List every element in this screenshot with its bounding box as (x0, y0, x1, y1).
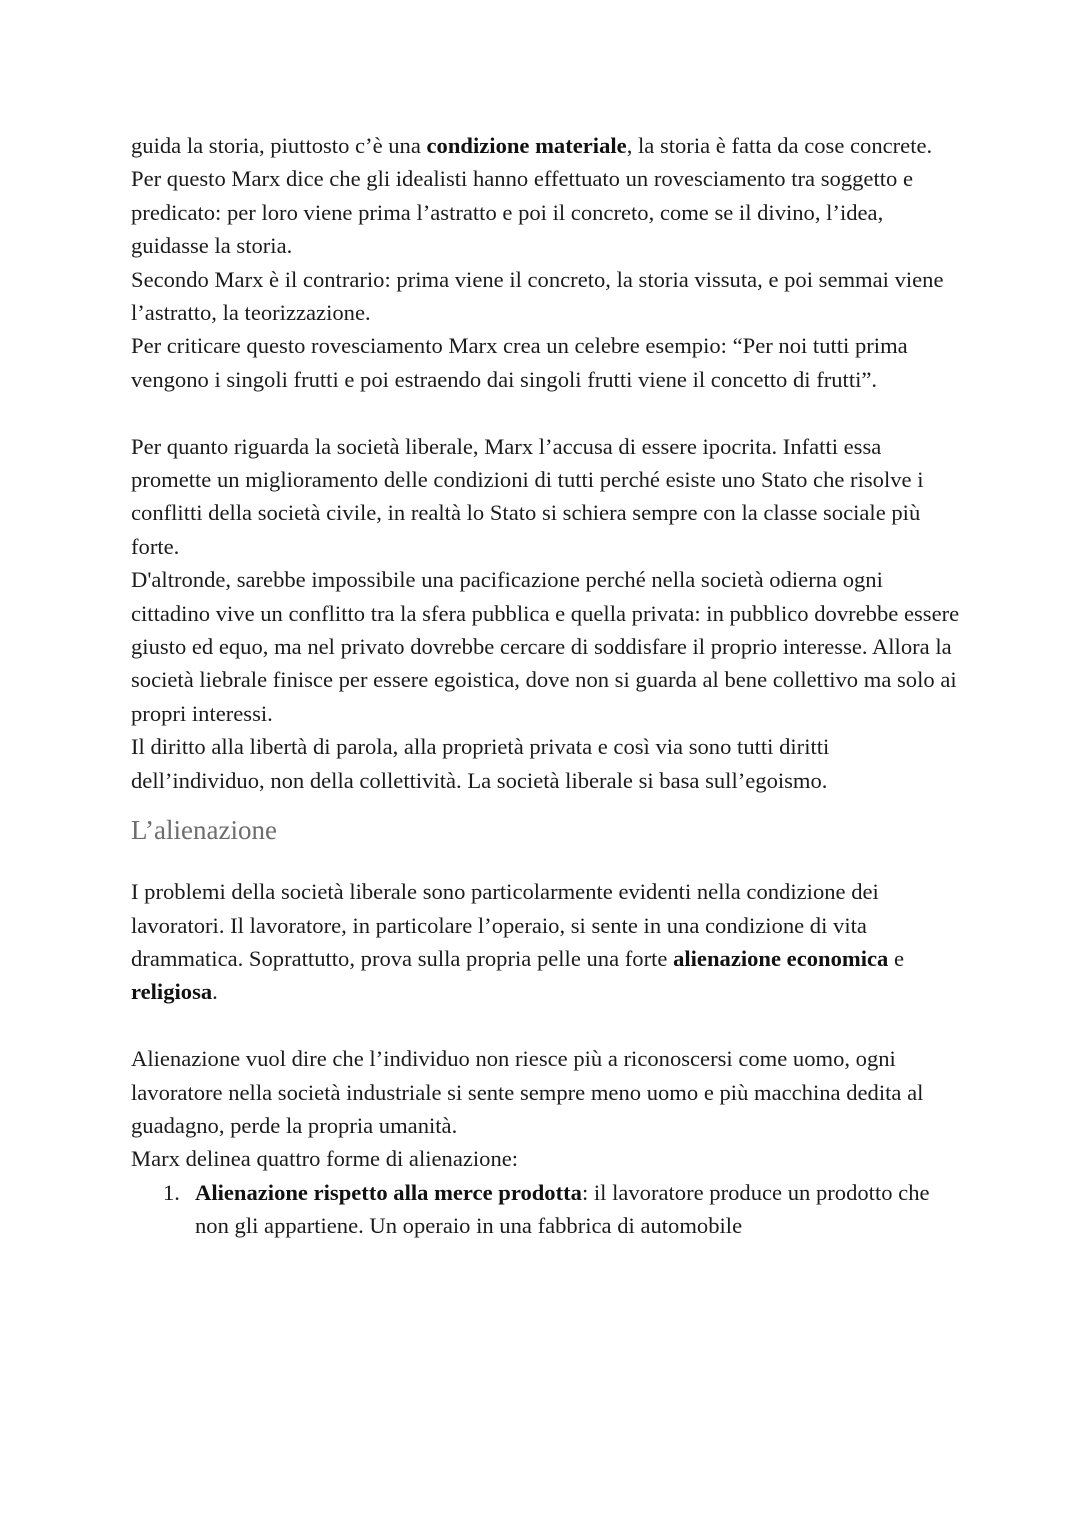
paragraph: Secondo Marx è il contrario: prima viene il concreto, la storia vissuta, e poi semmai viene l’astratto, la teorizzazione. (131, 266, 944, 326)
bold-term: condizione materiale (426, 133, 627, 158)
paragraph: I problemi della società liberale sono particolarmente evidenti nella condizione dei lavoratori. Il lavoratore, in particolare l’operaio, si sente in una condizione di vita drammatica. Soprattutto, prova sulla propria pelle una forte alienazione economica e religiosa. (131, 879, 904, 1005)
paragraph: Marx delinea quattro forme di alienazione: (131, 1146, 519, 1172)
bold-term: religiosa (131, 979, 213, 1005)
paragraph: Il diritto alla libertà di parola, alla proprietà privata e così via sono tutti diritti dell’individuo, non della collettività. La società liberale si basa sull’egoismo. (131, 734, 830, 793)
bold-term: Alienazione rispetto alla merce prodotta (195, 1179, 582, 1205)
document-page (131, 129, 961, 1243)
numbered-list (131, 1176, 961, 1243)
paragraph: D'altronde, sarebbe impossibile una pacificazione perché nella società odierna ogni cittadino vive un conflitto tra la sfera pubblica e quella privata: in pubblico dovrebbe essere giusto ed equo, ma nel privato dovrebbe cercare di soddisfare il proprio interesse. Allora la società liebrale finisce per essere egoistica, dove non si guarda al bene collettivo ma solo ai propri interessi. (131, 567, 960, 726)
list-item: 1. Alienazione rispetto alla merce prodotta: il lavoratore produce un prodotto che non gli appartiene. Un operaio in una fabbrica di automobile (195, 1176, 961, 1243)
paragraph: Alienazione vuol dire che l’individuo non riesce più a riconoscersi come uomo, ogni lavoratore nella società industriale si sente sempre meno uomo e più macchina dedita al guadagno, perde la propria umanità. (131, 1046, 924, 1138)
spacer (131, 1009, 961, 1042)
paragraph: Per questo Marx dice che gli idealisti hanno effettuato un rovesciamento tra soggetto e predicato: per loro viene prima l’astratto e poi il concreto, come se il divino, l’idea, guidasse la storia. (131, 166, 913, 259)
paragraph: Per quanto riguarda la società liberale, Marx l’accusa di essere ipocrita. Infatti essa promette un miglioramento delle condizioni di tutti perché esiste uno Stato che risolve i conflitti della società civile, in realtà lo Stato si schiera sempre con la classe sociale più forte. (131, 433, 924, 559)
list-number: 1. (163, 1179, 180, 1205)
paragraph: Per criticare questo rovesciamento Marx crea un celebre esempio: “Per noi tutti prima vengono i singoli frutti e poi estraendo dai singoli frutti viene il concetto di frutti”. (131, 333, 908, 392)
bold-term: alienazione economica (673, 945, 889, 971)
paragraph: guida la storia, piuttosto c’è una condizione materiale, la storia è fatta da cose concrete. (131, 133, 933, 158)
spacer (131, 396, 961, 429)
section-heading: L’alienazione (131, 815, 277, 846)
